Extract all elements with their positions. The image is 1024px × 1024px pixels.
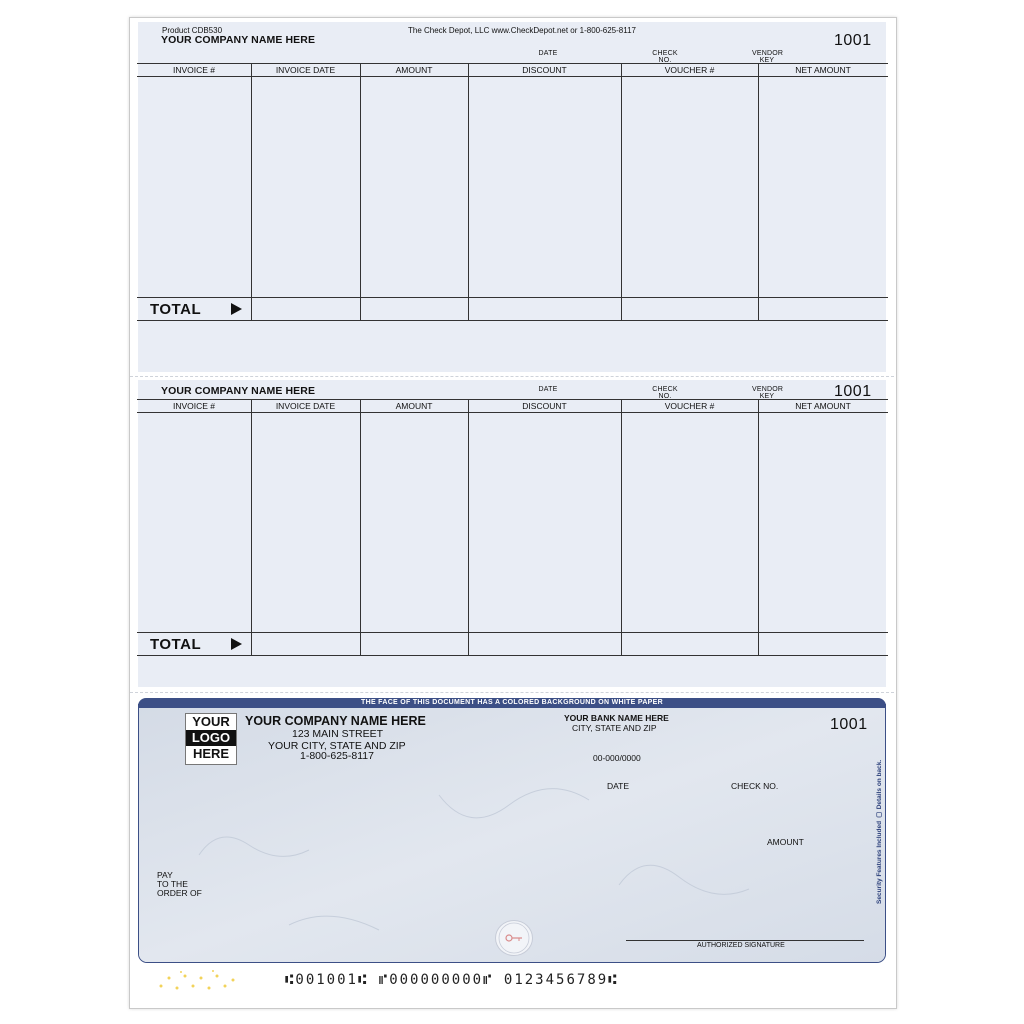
col-invoice-number: INVOICE # [172, 401, 216, 411]
stub1-check-no-label: CHECK NO. [652, 50, 678, 64]
order-of-label: ORDER OF [157, 888, 202, 898]
signature-line [626, 940, 864, 941]
logo-line: LOGO [186, 730, 236, 746]
company-address-street: 123 MAIN STREET [292, 728, 384, 740]
col-amount: AMOUNT [395, 401, 433, 411]
logo-line: YOUR [192, 714, 230, 729]
signature-label: AUTHORIZED SIGNATURE [697, 942, 785, 949]
micr-line: ⑆001001⑆ ⑈000000000⑈ 0123456789⑆ [285, 972, 619, 988]
check-company-name: YOUR COMPANY NAME HERE [245, 714, 426, 728]
column-divider [758, 399, 759, 655]
amount-label: AMOUNT [767, 837, 804, 847]
column-divider [360, 399, 361, 655]
stub2-date-label: DATE [538, 386, 558, 393]
stub1-check-number: 1001 [834, 32, 872, 49]
total-row-bottom-border [137, 655, 888, 656]
security-features-note: Security Features Included ▢ Details on back. [876, 759, 883, 905]
column-divider [251, 63, 252, 320]
security-banner: THE FACE OF THIS DOCUMENT HAS A COLORED BACKGROUND ON WHITE PAPER [138, 698, 886, 708]
col-amount: AMOUNT [395, 65, 433, 75]
column-divider [468, 63, 469, 320]
col-discount: DISCOUNT [522, 65, 567, 75]
heat-sensitive-seal [495, 920, 533, 956]
logo-placeholder [185, 713, 237, 765]
logo-line: HERE [192, 746, 230, 761]
date-label: DATE [607, 781, 630, 791]
col-discount: DISCOUNT [522, 401, 567, 411]
perforation-line [130, 692, 894, 693]
to-the-label: TO THE [157, 879, 188, 889]
stub2-vendor-key-label: VENDOR KEY [752, 386, 784, 400]
company-phone: 1-800-625-8117 [300, 750, 374, 762]
total-row-top-border [137, 297, 888, 298]
total-arrow-icon [231, 638, 242, 650]
sparkle-hologram-icon [155, 968, 239, 994]
bank-name: YOUR BANK NAME HERE [564, 713, 669, 723]
column-divider [251, 399, 252, 655]
stub1-date-label: DATE [538, 50, 558, 57]
column-divider [621, 63, 622, 320]
stub1-vendor-key-label: VENDOR KEY [752, 50, 784, 64]
col-invoice-date: INVOICE DATE [275, 65, 336, 75]
column-divider [621, 399, 622, 655]
stub1-column-header-row [137, 63, 888, 77]
product-code: Product CDB530 [162, 26, 223, 35]
stub1-total-label: TOTAL [150, 301, 202, 318]
pay-label: PAY [157, 870, 173, 880]
vendor-line: The Check Depot, LLC www.CheckDepot.net or 1-800-625-8117 [408, 26, 636, 35]
stub1-company-name: YOUR COMPANY NAME HERE [161, 34, 316, 46]
key-icon [496, 921, 532, 955]
stub2-check-number: 1001 [834, 383, 872, 400]
stub2-check-no-label: CHECK NO. [652, 386, 678, 400]
column-divider [360, 63, 361, 320]
col-net-amount: NET AMOUNT [795, 65, 851, 75]
column-divider [468, 399, 469, 655]
col-voucher-number: VOUCHER # [664, 401, 715, 411]
stub2-total-label: TOTAL [150, 636, 202, 653]
column-divider [758, 63, 759, 320]
company-address-city: YOUR CITY, STATE AND ZIP [268, 740, 406, 752]
check-number: 1001 [830, 716, 868, 733]
total-row-bottom-border [137, 320, 888, 321]
total-arrow-icon [231, 303, 242, 315]
check-no-label: CHECK NO. [731, 781, 779, 791]
col-voucher-number: VOUCHER # [664, 65, 715, 75]
routing-fraction: 00-000/0000 [593, 753, 641, 763]
perforation-line [130, 376, 894, 377]
stub2-company-name: YOUR COMPANY NAME HERE [161, 385, 316, 397]
stub2-column-header-row [137, 399, 888, 413]
col-invoice-number: INVOICE # [172, 65, 216, 75]
col-invoice-date: INVOICE DATE [275, 401, 336, 411]
bank-city: CITY, STATE AND ZIP [572, 723, 657, 733]
col-net-amount: NET AMOUNT [795, 401, 851, 411]
total-row-top-border [137, 632, 888, 633]
